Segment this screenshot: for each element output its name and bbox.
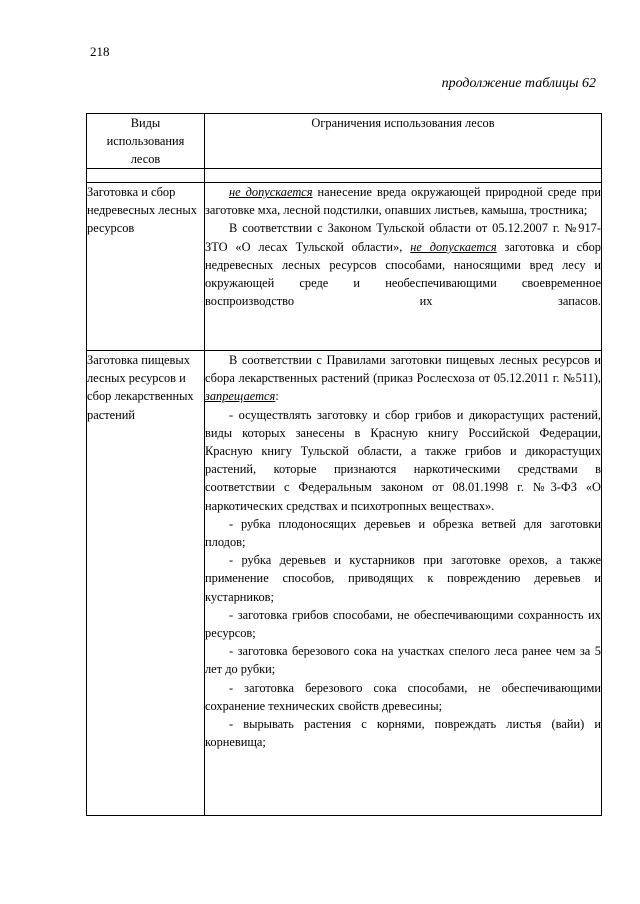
header-use-types <box>87 114 205 169</box>
restriction-intro: В соответствии с Правилами заготовки пищевых лесных ресурсов и сбора лекарственных растений (приказ Рослесхоза от 05.12.2011 г. №511), запрещается: <box>205 353 601 404</box>
restriction-item: - заготовка грибов способами, не обеспечивающими сохранность их ресурсов; <box>205 607 601 641</box>
restriction-item: - заготовка березового сока способами, не обеспечивающими сохранение технических свойств древесины; <box>205 680 601 713</box>
header-line: лесов <box>130 152 161 166</box>
header-restrictions: Ограничения использования лесов <box>205 114 602 169</box>
table-continuation-label: продолжение таблицы 62 <box>441 76 596 91</box>
header-line: Виды <box>130 116 161 130</box>
restriction-item: - заготовка березового сока на участках спелого леса ранее чем за 5 лет до рубки; <box>205 644 601 677</box>
emphasis-text: не допускается <box>410 239 497 254</box>
restriction-paragraph: не допускается нанесение вреда окружающей природной среде при заготовке мха, лесной подстилки, опавших листьев, камыша, тростника; <box>205 185 601 218</box>
restriction-item: - рубка деревьев и кустарников при заготовке орехов, а также применение способов, приводящих к повреждению деревьев и кустарников; <box>205 553 601 604</box>
table-spacer-row <box>87 169 602 183</box>
table-row <box>87 183 602 351</box>
emphasis-text: запрещается <box>205 389 276 404</box>
row-use-type: Заготовка и сбор недревесных лесных ресурсов <box>87 183 205 351</box>
row-restrictions <box>205 183 602 351</box>
restriction-item: - рубка плодоносящих деревьев и обрезка ветвей для заготовки плодов; <box>205 516 601 550</box>
table-header-row <box>87 114 602 169</box>
restriction-paragraph: В соответствии с Законом Тульской области от 05.12.2007 г. №917-ЗТО «О лесах Тульской области», не допускается заготовка и сбор недревесных лесных ресурсов способами, наносящими вред лесу и окружающей среде и необеспечивающими своевременное воспроизводство их запасов. <box>205 221 601 309</box>
header-line: использования <box>106 134 185 148</box>
table-row <box>87 351 602 816</box>
restriction-item: - осуществлять заготовку и сбор грибов и дикорастущих растений, виды которых занесены в Красную книгу Российской Федерации, Красную книгу Тульской области, а также грибов и дикорастущих растений, которые признаются наркотическими средствами в соответствии с Федеральным законом от 08.01.1998 г. №3-ФЗ «О наркотических средствах и психотропных веществах». <box>205 407 601 513</box>
row-use-type: Заготовка пищевых лесных ресурсов и сбор лекарственных растений <box>87 351 205 816</box>
page-number: 218 <box>90 44 110 59</box>
forest-use-table <box>86 113 602 816</box>
row-restrictions <box>205 351 602 816</box>
emphasis-text: не допускается <box>229 185 313 199</box>
restriction-item: - вырывать растения с корнями, повреждать листья (вайи) и корневища; <box>205 717 601 750</box>
